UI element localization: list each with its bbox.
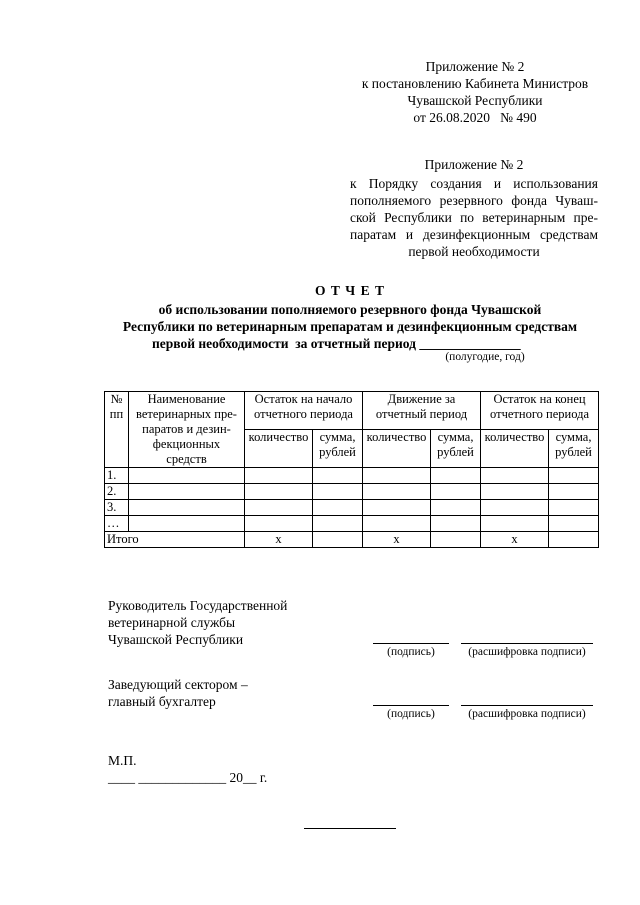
appendix-title: Приложение № 2 [425, 59, 525, 74]
appendix-line: паратам и дезинфекционным средствам [350, 227, 598, 242]
period-caption: (полугодие, год) [445, 351, 525, 363]
report-title: О Т Ч Е Т [315, 283, 385, 298]
appendix-date: от 26.08.2020 № 490 [413, 110, 537, 125]
table-header-row [105, 392, 599, 430]
appendix-line: Чувашской Республики [407, 93, 543, 108]
report-period-line: первой необходимости за отчетный период _______________ [152, 336, 521, 351]
signature-decode-line [461, 643, 593, 644]
appendix-line: к постановлению Кабинета Министров [361, 76, 589, 91]
appendix-line: первой необходимости [408, 244, 540, 259]
table-row [105, 500, 599, 516]
decode-caption: (расшифровка подписи) [468, 708, 586, 720]
signatory-title: ветеринарной службы [108, 615, 236, 630]
x-mark: х [481, 532, 549, 548]
header-closing-balance: Остаток на конец отчетного периода [481, 392, 599, 430]
stamp-place: М.П. [108, 753, 137, 768]
table-row [105, 468, 599, 484]
header-movement: Движение за отчетный период [363, 392, 481, 430]
row-number: 1. [105, 468, 129, 484]
header-number: № пп [105, 392, 129, 468]
signatory-title: главный бухгалтер [108, 694, 216, 709]
signatory-title: Заведующий сектором – [108, 677, 248, 692]
table-row [105, 484, 599, 500]
x-mark: х [363, 532, 431, 548]
report-subtitle-line: об использовании пополняемого резервного фонда Чувашской [158, 302, 542, 317]
signature-line [373, 643, 449, 644]
header-opening-balance: Остаток на начало отчетного периода [245, 392, 363, 430]
signature-caption: (подпись) [387, 646, 435, 658]
header-name: Наименование ветеринарных пре- паратов и дезин- фекционных средств [129, 392, 245, 468]
date-line: ____ _____________ 20__ г. [108, 770, 268, 785]
subheader-quantity: количество [363, 430, 431, 468]
subheader-sum: сумма, рублей [431, 430, 481, 468]
row-number: 2. [105, 484, 129, 500]
signatory-title: Руководитель Государственной [108, 598, 288, 613]
total-label: Итого [105, 532, 245, 548]
appendix-line: пополняемого резервного фонда Чуваш- [350, 193, 598, 208]
row-number: 3. [105, 500, 129, 516]
x-mark: х [245, 532, 313, 548]
subheader-sum: сумма, рублей [313, 430, 363, 468]
table-row [105, 516, 599, 532]
subheader-quantity: количество [481, 430, 549, 468]
signature-caption: (подпись) [387, 708, 435, 720]
appendix-title: Приложение № 2 [424, 157, 524, 172]
appendix-line: ской Республики по ветеринарным пре- [350, 210, 598, 225]
subheader-quantity: количество [245, 430, 313, 468]
appendix-line: к Порядку создания и использования [350, 176, 598, 191]
report-subtitle-line: Республики по ветеринарным препаратам и дезинфекционным средствам [122, 319, 578, 334]
signature-decode-line [461, 705, 593, 706]
subheader-sum: сумма, рублей [549, 430, 599, 468]
report-table [104, 391, 599, 548]
decode-caption: (расшифровка подписи) [468, 646, 586, 658]
signature-line [373, 705, 449, 706]
bottom-divider [304, 828, 396, 829]
row-number: … [105, 516, 129, 532]
signatory-title: Чувашской Республики [108, 632, 244, 647]
table-total-row [105, 532, 599, 548]
